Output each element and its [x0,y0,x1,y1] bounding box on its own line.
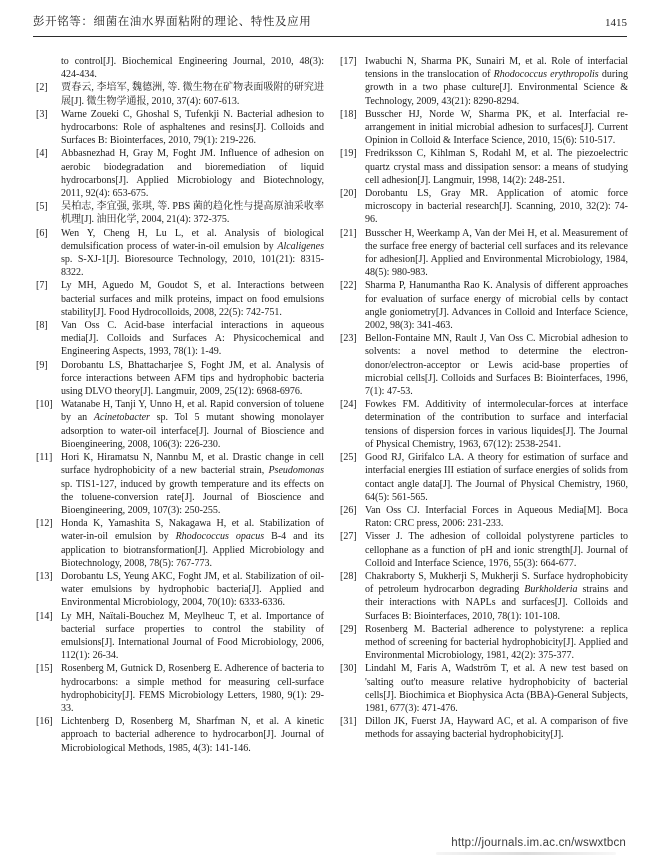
reference-text: Dillon JK, Fuerst JA, Hayward AC, et al. A comparison of five methods for assaying bacterial hydrophobicity[J]. [365,716,628,741]
references-column-left [36,55,324,755]
page-header [33,13,627,37]
reference-text: 贾春云, 李培军, 魏德洲, 等. 微生物在矿物表面吸附的研究进展[J]. 微生物学通报, 2010, 37(4): 607-613. [61,82,324,107]
scan-artifact [436,852,616,855]
reference-item [36,398,324,451]
reference-text: Wen Y, Cheng H, Lu L, et al. Analysis of biological demulsification process of water-in-oil emulsion by Alcaligenes sp. S-XJ-1[J]. Bioresource Technology, 2010, 101(21): 8315-8322. [61,227,324,279]
reference-item [340,55,628,108]
reference-label: [4] [36,148,48,160]
reference-item [36,279,324,319]
reference-item [36,451,324,517]
reference-label: [26] [340,504,357,516]
reference-text: Busscher HJ, Norde W, Sharma PK, et al. Interfacial re-arrangement in initial microbial adhesion to surfaces[J]. Current Opinion in Colloid & Interface Science, 2010, 15(6): 510-517. [365,108,628,147]
reference-label: [3] [36,108,48,120]
reference-item [340,147,628,187]
reference-item [340,279,628,332]
reference-item [36,81,324,107]
reference-text: Dorobantu LS, Bhattacharjee S, Foght JM, et al. Analysis of force interactions between AFM tips and hydrophobic bacteria using DLVO theory[J]. Langmuir, 2009, 25(12): 6968-6976. [61,359,324,398]
reference-label: [18] [340,108,357,120]
reference-label: [21] [340,227,357,239]
reference-label: [9] [36,359,48,371]
reference-text: Lindahl M, Faris A, Wadström T, et al. A new test based on 'salting out'to measure relative hydrophobicity of bacterial cells[J]. Biochimica et Biophysica Acta (BBA)-General Subjects, 1981, 677(3): 471-476. [365,663,628,714]
reference-item [340,187,628,227]
reference-text: Van Oss C. Acid-base interfacial interactions in aqueous media[J]. Colloids and Surfaces A: Physicochemical and Engineering Aspects, 1993, 78(1): 1-49. [61,320,324,358]
reference-label: [31] [340,716,357,728]
reference-text: Watanabe H, Tanji Y, Unno H, et al. Rapid conversion of toluene by an Acinetobacter sp. Tol 5 mutant showing monolayer adsorption to water-oil interface[J]. Journal of Bioscience and Bioengineering, 2008, 106(3): 226-230. [61,399,324,450]
reference-label: [6] [36,227,48,239]
reference-text: Rosenberg M, Gutnick D, Rosenberg E. Adherence of bacteria to hydrocarbons: a simple method for measuring cell-surface hydrophobicity[J]. FEMS Microbiology Letters, 1980, 9(1): 29-33. [61,663,324,714]
reference-text: Warne Zoueki C, Ghoshal S, Tufenkji N. Bacterial adhesion to hydrocarbons: Role of asphaltenes and resins[J]. Colloids and Surfaces B: Biointerfaces, 2010, 79(1): 219-226. [61,108,324,147]
reference-label: [7] [36,280,48,292]
reference-text: Ly MH, Naïtali-Bouchez M, Meylheuc T, et al. Importance of bacterial surface properties to control the stability of emulsions[J]. International Journal of Food Microbiology, 2006, 112(1): 26-34. [61,610,324,662]
reference-item [36,227,324,280]
reference-item [340,623,628,663]
reference-text: Iwabuchi N, Sharma PK, Sunairi M, et al. Role of interfacial tensions in the translocation of Rhodococcus erythropolis during growth in a two phase culture[J]. Environmental Science & Technology, 2009, 43(21): 8290-8294. [365,56,628,107]
reference-text: Chakraborty S, Mukherji S, Mukherji S. Surface hydrophobicity of petroleum hydrocarbon degrading Burkholderia strains and their interactions with NAPLs and surfaces[J]. Colloids and Surfaces B: Biointerfaces, 2010, 78(1): 101-108. [365,570,628,622]
reference-item [340,108,628,148]
references-column-right [340,55,628,755]
reference-item [36,517,324,570]
reference-label: [22] [340,280,357,292]
reference-item [36,359,324,399]
reference-label: [12] [36,518,53,530]
reference-label: [14] [36,610,53,622]
reference-item [36,147,324,200]
reference-item [340,227,628,280]
reference-text: Busscher H, Weerkamp A, Van der Mei H, et al. Measurement of the surface free energy of bacterial cell surfaces and its relevance for adhesion[J]. Applied and Environmental Microbiology, 1984, 48(5): 980-983. [365,227,628,279]
reference-item [340,398,628,451]
reference-text: Lichtenberg D, Rosenberg M, Sharfman N, et al. A kinetic approach to bacterial adherence to hydrocarbon[J]. Journal of Microbiological Methods, 1985, 4(3): 141-146. [61,716,324,754]
reference-label: [8] [36,320,48,332]
reference-label: [16] [36,716,53,728]
reference-text: Hori K, Hiramatsu N, Nannbu M, et al. Drastic change in cell surface hydrophobicity of a new bacterial strain, Pseudomonas sp. TIS1-127, induced by growth temperature and its effects on the toluene-conversion rate[J]. Journal of Bioscience and Bioengineering, 2009, 107(3): 250-255. [61,452,324,516]
reference-label: [11] [36,452,53,464]
reference-item [340,451,628,504]
reference-label: [27] [340,531,357,543]
reference-item [36,200,324,226]
reference-label: [29] [340,623,357,635]
reference-label: [25] [340,452,357,464]
reference-text: Dorobantu LS, Gray MR. Application of atomic force microscopy in bacterial research[J]. Scanning, 2010, 32(2): 74-96. [365,188,628,226]
reference-label: [2] [36,82,48,94]
journal-url: http://journals.im.ac.cn/wswxtbcn [451,837,626,849]
reference-item [36,55,324,81]
reference-label: [13] [36,570,53,582]
reference-text: Fowkes FM. Additivity of intermolecular-forces at interface determination of the contribution to surface and interfacial tensions of dispersion forces in various liquides[J]. The Journal of Physical Chemistry, 1963, 67(12): 2538-2541. [365,399,628,450]
reference-item [340,504,628,530]
reference-text: Good RJ, Girifalco LA. A theory for estimation of surface and interfacial energies III estiation of surface energies of solids from contact angle data[J]. The Journal of Physical Chemistry, 1960, 64(5): 561-565. [365,452,628,503]
reference-text: Ly MH, Aguedo M, Goudot S, et al. Interactions between bacterial surfaces and milk proteins, impact on food emulsions stability[J]. Food Hydrocolloids, 2008, 22(5): 742-751. [61,280,324,318]
reference-item [340,662,628,715]
reference-text: Sharma P, Hanumantha Rao K. Analysis of different approaches for evaluation of surface energy of microbial cells by contact angle goniometry[J]. Advances in Colloid and Interface Science, 2002, 98(3): 341-463. [365,280,628,332]
references-section [36,55,628,755]
reference-text: to control[J]. Biochemical Engineering Journal, 2010, 48(3): 424-434. [61,56,324,81]
reference-label: [10] [36,399,53,411]
reference-label: [5] [36,201,48,213]
reference-label: [28] [340,570,357,582]
reference-item [340,530,628,570]
reference-text: 吴柏志, 李宜强, 张琪, 等. PBS 菌的趋化性与提高原油采收率机理[J]. 油田化学, 2004, 21(4): 372-375. [61,201,324,226]
reference-item [340,332,628,398]
reference-item [340,715,628,741]
reference-text: Fredriksson C, Kihlman S, Rodahl M, et al. The piezoelectric quartz crystal mass and dissipation sensor: a means of studying cell adhesion[J]. Langmuir, 1998, 14(2): 248-251. [365,148,628,186]
page-number: 1415 [605,17,627,29]
reference-text: Dorobantu LS, Yeung AKC, Foght JM, et al. Stabilization of oil-water emulsions by hydrophobic bacteria[J]. Applied and Environmental Microbiology, 2004, 70(10): 6333-6336. [61,570,324,609]
reference-item [36,108,324,148]
reference-label: [15] [36,663,53,675]
reference-label: [24] [340,399,357,411]
reference-item [36,715,324,755]
reference-text: Abbasnezhad H, Gray M, Foght JM. Influence of adhesion on aerobic biodegradation and bioremediation of liquid hydrocarbons[J]. Applied Microbiology and Biotechnology, 2011, 92(4): 653-675. [61,148,324,200]
reference-item [36,319,324,359]
reference-text: Visser J. The adhesion of colloidal polystyrene particles to cellophane as a function of pH and ionic strength[J]. Journal of Colloid and Interface Science, 1976, 55(3): 664-677. [365,531,628,569]
running-title: 彭开铭等：细菌在油水界面粘附的理论、特性及应用 [33,16,312,28]
reference-item [36,570,324,610]
reference-text: Van Oss CJ. Interfacial Forces in Aqueous Media[M]. Boca Raton: CRC press, 2006: 231-233. [365,504,628,530]
reference-item [36,610,324,663]
reference-text: Honda K, Yamashita S, Nakagawa H, et al. Stabilization of water-in-oil emulsion by Rhodococcus opacus B-4 and its application to biotransformation[J]. Applied Microbiology and Biotechnology, 2008, 78(5): 767-773. [61,518,324,569]
reference-label: [30] [340,663,357,675]
reference-item [36,662,324,715]
reference-label: [23] [340,333,357,345]
reference-text: Bellon-Fontaine MN, Rault J, Van Oss C. Microbial adhesion to solvents: a novel method to determine the electron-donor/electron-acceptor or Lewis acid-base properties of microbial cells[J]. Colloids and Surfaces B: Biointerfaces, 1996, 7(1): 47-53. [365,333,628,398]
reference-item [340,570,628,623]
reference-label: [20] [340,188,357,200]
reference-label: [17] [340,56,357,67]
reference-label: [19] [340,148,357,160]
reference-text: Rosenberg M. Bacterial adherence to polystyrene: a replica method of screening for bacterial hydrophobicity[J]. Applied and Environmental Microbiology, 1981, 42(2): 375-377. [365,623,628,662]
